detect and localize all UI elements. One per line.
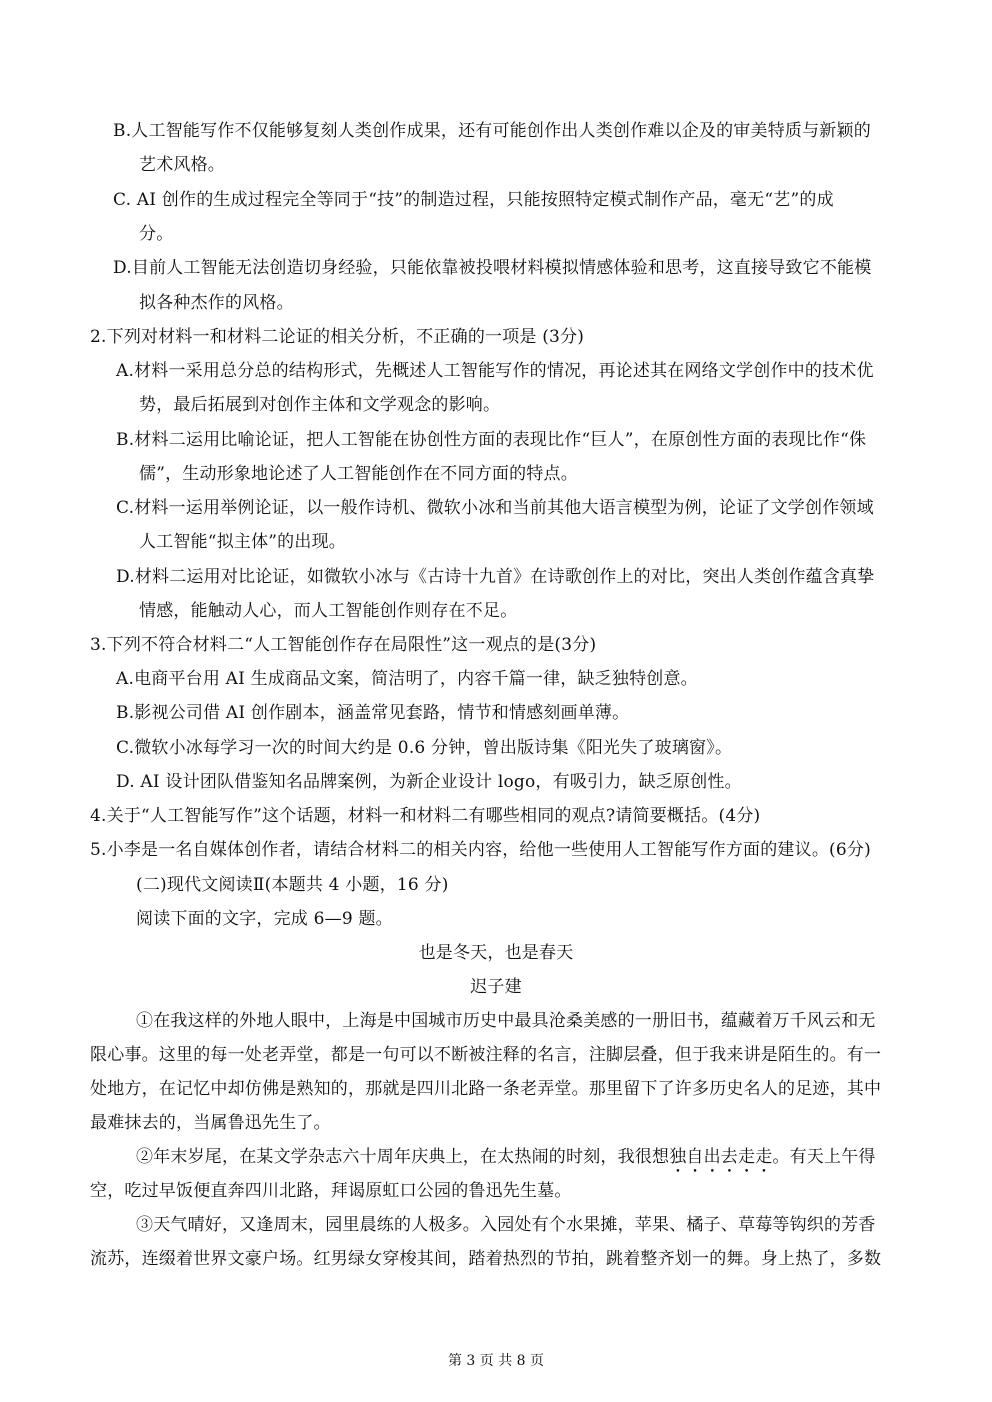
paragraph-2-line2: 空，吃过早饭便直奔四川北路，拜谒原虹口公园的鲁迅先生墓。 — [90, 1181, 572, 1201]
q3-option-b: B.影视公司借 AI 创作剧本，涵盖常见套路，情节和情感刻画单薄。 — [116, 703, 630, 723]
q2-stem: 2.下列对材料一和材料二论证的相关分析，不正确的一项是 (3分) — [90, 327, 585, 347]
page-footer: 第 3 页 共 8 页 — [447, 1353, 545, 1369]
q3-option-a: A.电商平台用 AI 生成商品文案，简洁明了，内容千篇一律，缺乏独特创意。 — [116, 669, 698, 689]
q1-option-b-line2: 艺术风格。 — [139, 155, 225, 175]
paragraph-3-line2: 流苏，连缀着世界文豪户场。红男绿女穿梭其间，踏着热烈的节拍，跳着整齐划一的舞。身上热了，多数 — [90, 1249, 882, 1269]
q2-option-b-line2: 儒”，生动形象地论述了人工智能创作在不同方面的特点。 — [139, 464, 578, 484]
paragraph-1-line2: 限心事。这里的每一处老弄堂，都是一句可以不断被注释的名言，注脚层叠，但于我来讲是陌生的。有一 — [90, 1045, 882, 1065]
section-instruction: 阅读下面的文字，完成 6—9 题。 — [136, 909, 393, 929]
q5-stem: 5.小李是一名自媒体创作者，请结合材料二的相关内容，给他一些使用人工智能写作方面的建议。(6分) — [90, 840, 871, 860]
q2-option-a-line1: A.材料一采用总分总的结构形式，先概述人工智能写作的情况，再论述其在网络文学创作中的技术优 — [116, 361, 874, 381]
passage-author: 迟子建 — [470, 977, 522, 997]
q2-option-b-line1: B.材料二运用比喻论证，把人工智能在协创性方面的表现比作“巨人”，在原创性方面的表现比作“侏 — [116, 430, 867, 450]
q1-option-d-line2: 拟各种杰作的风格。 — [139, 293, 294, 313]
q2-option-d-line2: 情感，能触动人心，而人工智能创作则存在不足。 — [139, 601, 518, 621]
paragraph-1-line1: ①在我这样的外地人眼中，上海是中国城市历史中最具沧桑美感的一册旧书，蕴藏着万千风云和无 — [136, 1011, 876, 1031]
q1-option-b-line1: B.人工智能写作不仅能够复刻人类创作成果，还有可能创作出人类创作难以企及的审美特质与新颖的 — [113, 121, 871, 141]
q4-stem: 4.关于“人工智能写作”这个话题，材料一和材料二有哪些相同的观点?请简要概括。(4分) — [90, 806, 761, 826]
paragraph-3-line1: ③天气晴好，又逢周末，园里晨练的人极多。入园处有个水果摊，苹果、橘子、草莓等钩织的芳香 — [136, 1215, 876, 1235]
q1-option-d-line1: D.目前人工智能无法创造切身经验，只能依靠被投喂材料模拟情感体验和思考，这直接导致它不能模 — [113, 258, 872, 278]
q2-option-a-line2: 势，最后拓展到对创作主体和文学观念的影响。 — [139, 395, 501, 415]
q3-option-d: D. AI 设计团队借鉴知名品牌案例，为新企业设计 logo，有吸引力，缺乏原创性。 — [116, 772, 742, 792]
q2-option-c-line2: 人工智能“拟主体”的出现。 — [139, 532, 346, 552]
paragraph-2-line1-post: 。有天上午得 — [772, 1147, 876, 1167]
paragraph-2-line1 — [136, 1146, 876, 1177]
paragraph-1-line3: 处地方，在记忆中却仿佛是熟知的，那就是四川北路一条老弄堂。那里留下了许多历史名人的足迹，其中 — [90, 1079, 882, 1099]
emphasized-phrase: 独自出去走走 — [669, 1147, 773, 1167]
q2-option-d-line1: D.材料二运用对比论证，如微软小冰与《古诗十九首》在诗歌创作上的对比，突出人类创作蕴含真挚 — [116, 567, 875, 587]
q2-option-c-line1: C.材料一运用举例论证，以一般作诗机、微软小冰和当前其他大语言模型为例，论证了文学创作领域 — [116, 498, 874, 518]
q3-stem: 3.下列不符合材料二“人工智能创作存在局限性”这一观点的是(3分) — [90, 635, 597, 655]
q1-option-c-line1: C. AI 创作的生成过程完全等同于“技”的制造过程，只能按照特定模式制作产品，毫无“艺”的成 — [113, 190, 834, 210]
paragraph-2-line1-pre: ②年末岁尾，在某文学杂志六十周年庆典上，在太热闹的时刻，我很想 — [136, 1147, 670, 1167]
passage-title: 也是冬天，也是春天 — [418, 943, 574, 963]
q3-option-c: C.微软小冰每学习一次的时间大约是 0.6 分钟，曾出版诗集《阳光失了玻璃窗》。 — [116, 738, 733, 758]
section-heading: (二)现代文阅读Ⅱ(本题共 4 小题，16 分) — [136, 875, 449, 895]
q1-option-c-line2: 分。 — [139, 224, 174, 244]
paragraph-1-line4: 最难抹去的，当属鲁迅先生了。 — [90, 1113, 331, 1133]
